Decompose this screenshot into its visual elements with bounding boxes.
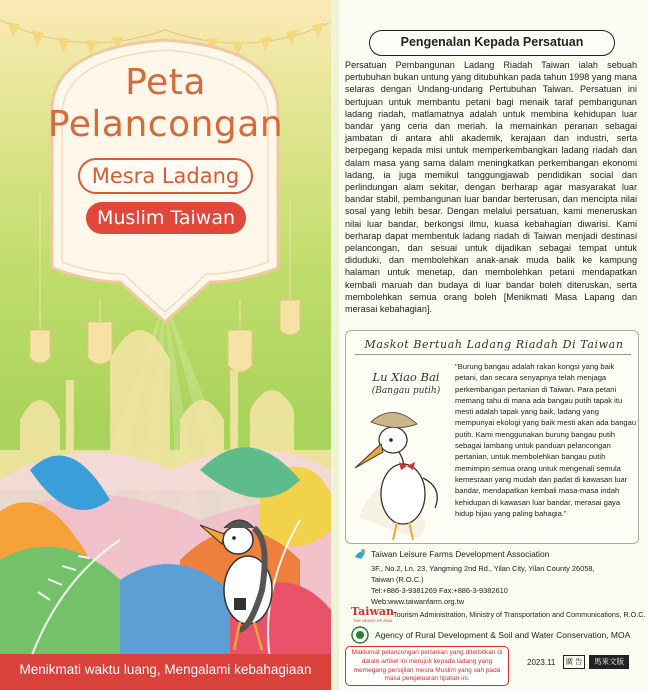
cover-subtitle-badge: Muslim Taiwan	[86, 202, 246, 234]
taiwan-tourism-logo-sub: THE HEART OF ASIA	[353, 618, 393, 623]
website: Web:www.taiwanfarm.org.tw	[371, 597, 465, 606]
intro-heading: Pengenalan Kepada Persatuan	[369, 30, 615, 56]
mascot-name: Lu Xiao Bai	[372, 370, 440, 384]
mascot-heading: Maskot Bertuah Ladang Riadah Di Taiwan	[364, 338, 624, 351]
cover-subtitle-pill: Mesra Ladang	[78, 158, 253, 194]
taiwan-tourism-logo: Taiwan	[351, 605, 395, 618]
contact-numbers: Tel:+886-3-9381269 Fax:+886-3-9382610	[371, 586, 508, 595]
association-name: Taiwan Leisure Farms Development Association	[371, 549, 550, 559]
cover-tagline: Menikmati waktu luang, Mengalami kebahagiaan	[19, 662, 312, 677]
advertisement-tag: 廣 告	[563, 655, 585, 669]
info-panel	[331, 0, 649, 690]
mascot-alias: (Bangau putih)	[371, 386, 441, 396]
association-logo-icon	[353, 547, 367, 561]
agriculture-agency: Agency of Rural Development & Soil and Water Conservation, MOA	[375, 630, 631, 640]
divider	[355, 354, 631, 355]
stork-mascot-icon	[347, 398, 453, 542]
address-line1: 3F., No.2, Ln. 23, Yangming 2nd Rd., Yilan City, Yilan County 26058,	[371, 564, 595, 573]
cover-title-line1: Peta	[125, 62, 206, 103]
fold-edge	[331, 0, 339, 690]
mascot-description: "Burung bangau adalah rakan kongsi yang baik petani, dan secara senyapnya telah menjaga perkembangan pertanian di Taiwan. Para petani memang tahu di mana ada bangau putih tapak itu mesti adalah tapak yang baik, ladang yang mempunyai ekologi yang baik mesti akan ada bangau putih. Kami menggunakan burung bangau putih sebagai lambang untuk panduan pelancongan pertanian, untuk membolehkan bangau putih memimpin semua orang untuk mengenali semula kemesraan yang mudah dan padat di kawasan luar bandar, mendapatkan kembali masa-masa indah kehidupan di kawasan luar bandar, merasai gaya hidup hijau yang paling bahagia."	[455, 362, 637, 518]
tourism-admin: Tourism Administration, Ministry of Transportation and Communications, R.O.C.	[393, 610, 646, 619]
cover-title-line2: Pelancongan	[47, 104, 284, 145]
language-edition-tag: 馬來文版	[589, 655, 629, 669]
certification-notice: Maklumat pelancongan pertanian yang diterbitkan di dalam artikel ini merujuk kepada ladang yang memegang persijilan mesra Muslim yang sah pada masa pengeluaran lipatan ini.	[345, 646, 509, 686]
address-line2: Taiwan (R.O.C.)	[371, 575, 424, 584]
publication-date: 2023.11	[527, 658, 556, 667]
agency-seal-icon	[351, 626, 369, 644]
intro-paragraph: Persatuan Pembangunan Ladang Riadah Taiwan ialah sebuah pertubuhan bukan untung yang ditubuhkan pada tahun 1998 yang mana selaras dengan Undang-undang Pertubuhan Taiwan. Persatuan ini bertujuan untuk membantu petani bagi menaik taraf pembangunan ladang riadah, matlamatnya adalah untuk membina kehidupan luar bandar yang ceria dan meriah. Ia memainkan peranan sebagai jambatan di antara ahli akademik, kerajaan dan industri, serta berpegang kepada misi untuk memperkembangkan ladang riadah dan dalam masa yang sama dalam meningkatkan perkembangan ekonomi ladang, ia juga memikul tanggungjawab pendidikan social dan perlindungan alam sekitar, dengan berharap agar masyarakat luar bandar stabil, pembangunan luar bandar berterusan, dan mencipta nilai sosal yang lebih besar. Dengan melalui persatuan, kami meneruskan nilai luar bandar, berkongsi ilmu, kuasa kebahagian diwarisi. Kami berharap dapat membentuk ladang riadah di Taiwan menjadi destinasi pelancongan, dan sesuai untuk dijadikan sebagai tempat untuk diduduki, dan membolehkan anak-anak muda balik ke kampung halaman untuk menetap, dan membolehkan petani mendapatkan kembali maruah dan budaya di luar bandar boleh diteruskan, serta membolehkan semua orang boleh [Menikmati Masa Lapang dan merasai kebahagian].	[345, 60, 637, 315]
